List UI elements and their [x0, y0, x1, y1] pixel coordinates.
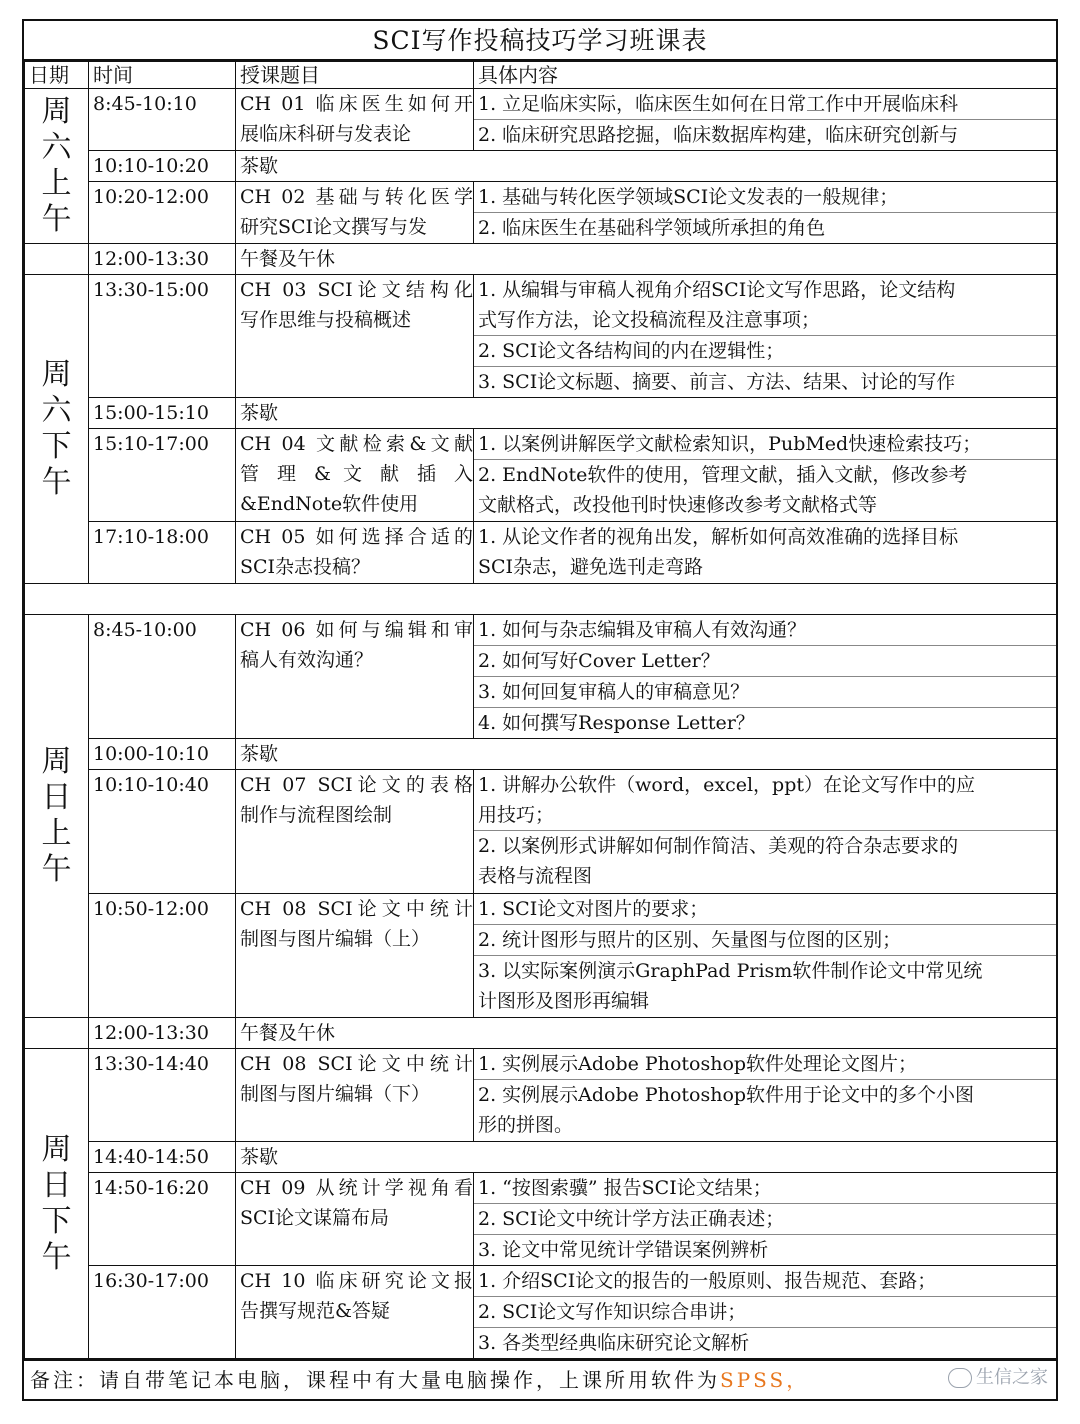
- subject-cell: CH 08 SCI论文中统计 制图与图片编辑（下）: [236, 1049, 474, 1142]
- content-item: 2. 临床研究思路挖掘，临床数据库构建，临床研究创新与: [478, 124, 959, 146]
- subject-cell: CH 07 SCI论文的表格 制作与流程图绘制: [236, 770, 474, 894]
- content-cell: [474, 1049, 1057, 1142]
- subject-cell: CH 09 从统计学视角看 SCI论文谋篇布局: [236, 1173, 474, 1266]
- header-content: 具体内容: [474, 62, 1057, 89]
- break-cell: 午餐及午休: [236, 244, 1057, 275]
- time-cell: 14:40-14:50: [89, 1142, 236, 1173]
- content-cell: [474, 1266, 1057, 1359]
- subject-cell: CH 03 SCI论文结构化 写作思维与投稿概述: [236, 275, 474, 398]
- empty-day-cell: [25, 244, 89, 275]
- content-item: 2. SCI论文中统计学方法正确表述；: [474, 1204, 1056, 1235]
- subject-cell: CH 06 如何与编辑和审 稿人有效沟通？: [236, 615, 474, 739]
- content-cell: [474, 1173, 1057, 1266]
- content-item: 1. SCI论文对图片的要求；: [474, 894, 1056, 925]
- content-cell: [474, 182, 1057, 244]
- content-item: 4. 如何撰写Response Letter？: [478, 712, 755, 734]
- table-row: [25, 615, 1057, 739]
- content-cell: [474, 894, 1057, 1018]
- schedule-sheet: [22, 19, 1058, 1401]
- time-cell: 8:45-10:10: [89, 89, 236, 151]
- table-row: [25, 398, 1057, 429]
- content-cell: [474, 429, 1057, 522]
- subject-cell: CH 04 文献检索&文献 管 理 & 文 献 插 入 &EndNote软件使用: [236, 429, 474, 522]
- table-row: [25, 894, 1057, 1018]
- time-cell: 13:30-15:00: [89, 275, 236, 398]
- subject-cell: CH 01 临床医生如何开 展临床科研与发表论: [236, 89, 474, 151]
- watermark: [948, 1359, 1048, 1397]
- time-cell: 17:10-18:00: [89, 522, 236, 584]
- content-item: 2. SCI论文写作知识综合串讲；: [474, 1297, 1056, 1328]
- content-item: 2. 以案例形式讲解如何制作简洁、美观的符合杂志要求的 表格与流程图: [478, 835, 959, 887]
- separator-row: [25, 584, 1057, 615]
- table-row: [25, 182, 1057, 244]
- break-cell: 茶歇: [236, 151, 1057, 182]
- subject-cell: CH 02 基础与转化医学 研究SCI论文撰写与发: [236, 182, 474, 244]
- header-subject: 授课题目: [236, 62, 474, 89]
- content-item: 1. 讲解办公软件（word，excel，ppt）在论文写作中的应 用技巧；: [474, 770, 1056, 831]
- content-cell: [474, 89, 1057, 151]
- day-label-sat-am: 周 六 上 午: [25, 89, 89, 244]
- time-cell: 10:10-10:40: [89, 770, 236, 894]
- break-cell: 茶歇: [236, 398, 1057, 429]
- content-item: 2. 如何写好Cover Letter？: [474, 646, 1056, 677]
- header-row: [25, 62, 1057, 89]
- time-cell: 14:50-16:20: [89, 1173, 236, 1266]
- content-item: 2. SCI论文各结构间的内在逻辑性；: [474, 336, 1056, 367]
- table-row: [25, 1266, 1057, 1359]
- break-cell: 茶歇: [236, 739, 1057, 770]
- time-cell: 8:45-10:00: [89, 615, 236, 739]
- separator-cell: [25, 584, 1057, 615]
- content-cell: [474, 770, 1057, 894]
- table-row: [25, 1142, 1057, 1173]
- subject-cell: CH 05 如何选择合适的 SCI杂志投稿？: [236, 522, 474, 584]
- content-item: 1. 实例展示Adobe Photoshop软件处理论文图片；: [474, 1049, 1056, 1080]
- content-item: 1. 介绍SCI论文的报告的一般原则、报告规范、套路；: [474, 1266, 1056, 1297]
- content-item: 2. 临床医生在基础科学领域所承担的角色: [478, 217, 826, 239]
- footnote-software: SPSS，: [720, 1368, 810, 1392]
- content-item: 3. 论文中常见统计学错误案例辨析: [478, 1239, 769, 1261]
- break-cell: 茶歇: [236, 1142, 1057, 1173]
- table-row: [25, 244, 1057, 275]
- content-item: 2. EndNote软件的使用，管理文献，插入文献，修改参考 文献格式，改投他刊时快速修改参考文献格式等: [478, 464, 968, 516]
- schedule-table: [24, 61, 1057, 1359]
- subject-cell: CH 08 SCI论文中统计 制图与图片编辑（上）: [236, 894, 474, 1018]
- footnote: [24, 1359, 1056, 1399]
- time-cell: 12:00-13:30: [89, 1018, 236, 1049]
- content-cell: [474, 275, 1057, 398]
- content-item: 2. 实例展示Adobe Photoshop软件用于论文中的多个小图 形的拼图。: [478, 1084, 975, 1136]
- time-cell: 15:10-17:00: [89, 429, 236, 522]
- table-row: [25, 1018, 1057, 1049]
- content-item: 3. 以实际案例演示GraphPad Prism软件制作论文中常见统 计图形及图形再编辑: [478, 960, 983, 1012]
- time-cell: 13:30-14:40: [89, 1049, 236, 1142]
- content-cell: [474, 615, 1057, 739]
- table-row: [25, 739, 1057, 770]
- day-label-sat-pm: 周 六 下 午: [25, 275, 89, 584]
- content-item: 1. 基础与转化医学领域SCI论文发表的一般规律；: [474, 182, 1056, 213]
- table-row: [25, 275, 1057, 398]
- time-cell: 12:00-13:30: [89, 244, 236, 275]
- content-item: 3. 如何回复审稿人的审稿意见？: [474, 677, 1056, 708]
- page-title: SCI写作投稿技巧学习班课表: [24, 21, 1056, 61]
- table-row: [25, 151, 1057, 182]
- table-row: [25, 89, 1057, 151]
- content-item: 1. “按图索骥” 报告SCI论文结果；: [474, 1173, 1056, 1204]
- time-cell: 10:00-10:10: [89, 739, 236, 770]
- content-item: 3. SCI论文标题、摘要、前言、方法、结果、讨论的写作: [478, 371, 956, 393]
- content-cell: [474, 522, 1057, 584]
- table-row: [25, 522, 1057, 584]
- table-row: [25, 429, 1057, 522]
- content-item: 3. 各类型经典临床研究论文解析: [478, 1332, 750, 1354]
- header-date: 日期: [25, 62, 89, 89]
- time-cell: 10:50-12:00: [89, 894, 236, 1018]
- day-label-sun-am: 周 日 上 午: [25, 615, 89, 1018]
- day-label-sun-pm: 周 日 下 午: [25, 1049, 89, 1359]
- table-row: [25, 770, 1057, 894]
- content-item: 2. 统计图形与照片的区别、矢量图与位图的区别；: [474, 925, 1056, 956]
- wechat-icon: [948, 1368, 972, 1388]
- header-time: 时间: [89, 62, 236, 89]
- time-cell: 10:20-12:00: [89, 182, 236, 244]
- content-item: 1. 如何与杂志编辑及审稿人有效沟通？: [474, 615, 1056, 646]
- subject-cell: CH 10 临床研究论文报 告撰写规范&答疑: [236, 1266, 474, 1359]
- content-item: 1. 从论文作者的视角出发，解析如何高效准确的选择目标 SCI杂志，避免选刊走弯路: [478, 526, 959, 578]
- time-cell: 15:00-15:10: [89, 398, 236, 429]
- table-row: [25, 1173, 1057, 1266]
- content-item: 1. 以案例讲解医学文献检索知识，PubMed快速检索技巧；: [474, 429, 1056, 460]
- time-cell: 16:30-17:00: [89, 1266, 236, 1359]
- watermark-text: 生信之家: [976, 1367, 1048, 1388]
- content-item: 1. 从编辑与审稿人视角介绍SCI论文写作思路，论文结构 式写作方法，论文投稿流程及注意事项；: [474, 275, 1056, 336]
- time-cell: 10:10-10:20: [89, 151, 236, 182]
- table-row: [25, 1049, 1057, 1142]
- empty-day-cell: [25, 1018, 89, 1049]
- break-cell: 午餐及午休: [236, 1018, 1057, 1049]
- footnote-text: 备注：请自带笔记本电脑，课程中有大量电脑操作，上课所用软件为: [30, 1368, 720, 1392]
- content-item: 1. 立足临床实际，临床医生如何在日常工作中开展临床科: [474, 89, 1056, 120]
